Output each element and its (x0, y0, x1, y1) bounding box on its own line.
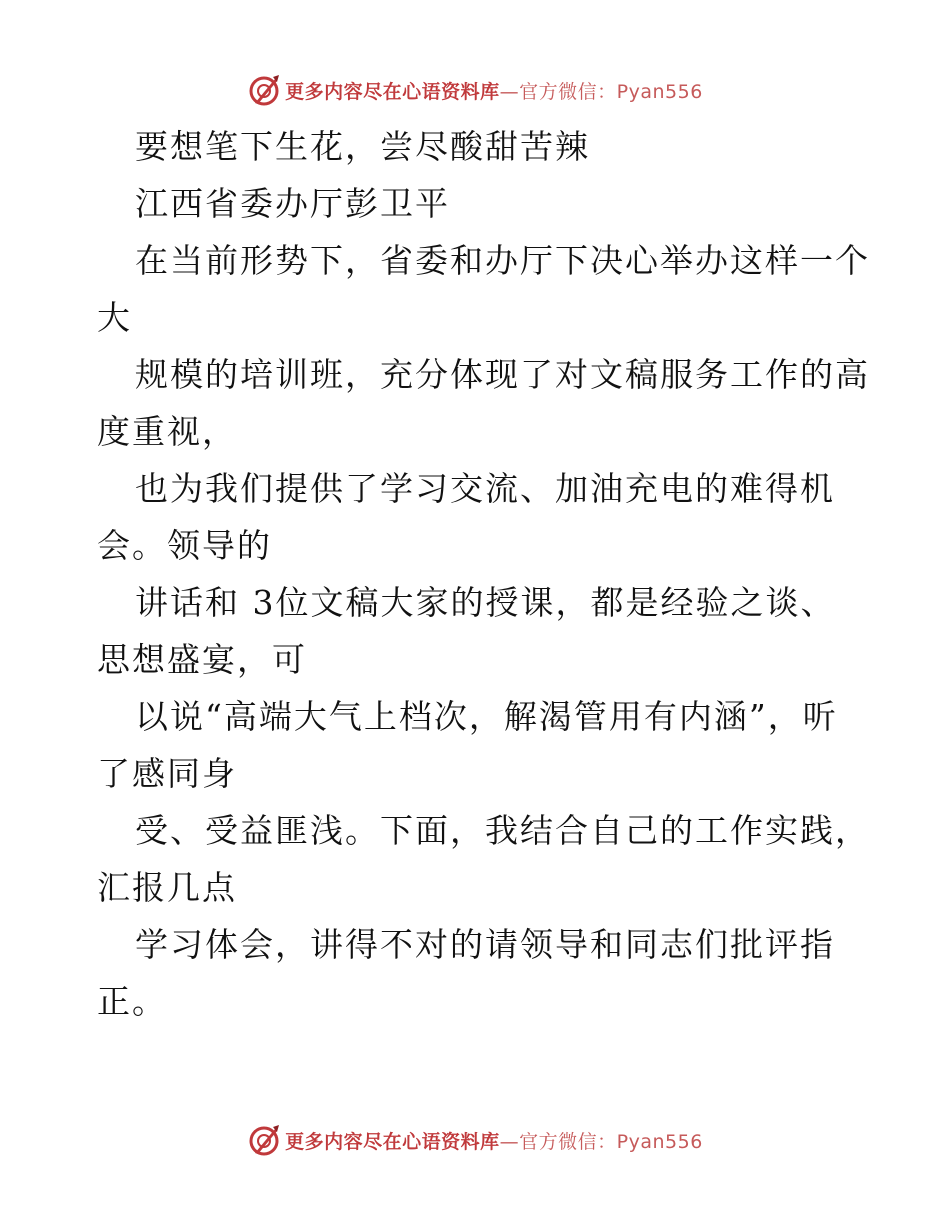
paragraph-line: 受、受益匪浅。下面，我结合自己的工作实践， (135, 811, 870, 850)
footer-banner-text (285, 1127, 703, 1154)
header-banner (0, 72, 950, 108)
paragraph-line: 讲话和 3位文稿大家的授课，都是经验之谈、 (135, 583, 836, 622)
quill-pen-logo-icon (247, 1123, 281, 1157)
paragraph-line: 思想盛宴，可 (97, 640, 307, 679)
paragraph-line: 也为我们提供了学习交流、加油充电的难得机 (135, 469, 835, 508)
document-body (97, 118, 870, 1030)
footer-banner (0, 1122, 950, 1158)
header-banner-main: 更多内容尽在心语资料库 (285, 80, 500, 103)
paragraph-line: 汇报几点 (97, 868, 237, 907)
footer-banner-sep: — (499, 1130, 520, 1153)
paragraph-line: 了感同身 (97, 754, 237, 793)
paragraph-line: 正。 (97, 982, 167, 1021)
paragraph-line: 度重视， (97, 412, 237, 451)
footer-banner-main: 更多内容尽在心语资料库 (285, 1130, 500, 1153)
paragraph-line: 规模的培训班，充分体现了对文稿服务工作的高 (135, 355, 870, 394)
paragraph-line: 学习体会，讲得不对的请领导和同志们批评指 (135, 925, 835, 964)
paragraph-line: 在当前形势下，省委和办厅下决心举办这样一个 (135, 241, 870, 280)
document-title: 要想笔下生花，尝尽酸甜苦辣 (135, 127, 590, 166)
document-author: 江西省委办厅彭卫平 (135, 184, 450, 223)
footer-banner-wechat: 官方微信：Pyan556 (519, 1130, 703, 1153)
quill-pen-logo-icon (247, 73, 281, 107)
paragraph-line: 以说“高端大气上档次，解渴管用有内涵”，听 (135, 697, 838, 736)
paragraph-line: 会。领导的 (97, 526, 272, 565)
header-banner-text (285, 77, 703, 104)
paragraph-line: 大 (97, 298, 132, 337)
header-banner-wechat: 官方微信：Pyan556 (519, 80, 703, 103)
header-banner-sep: — (499, 80, 520, 103)
